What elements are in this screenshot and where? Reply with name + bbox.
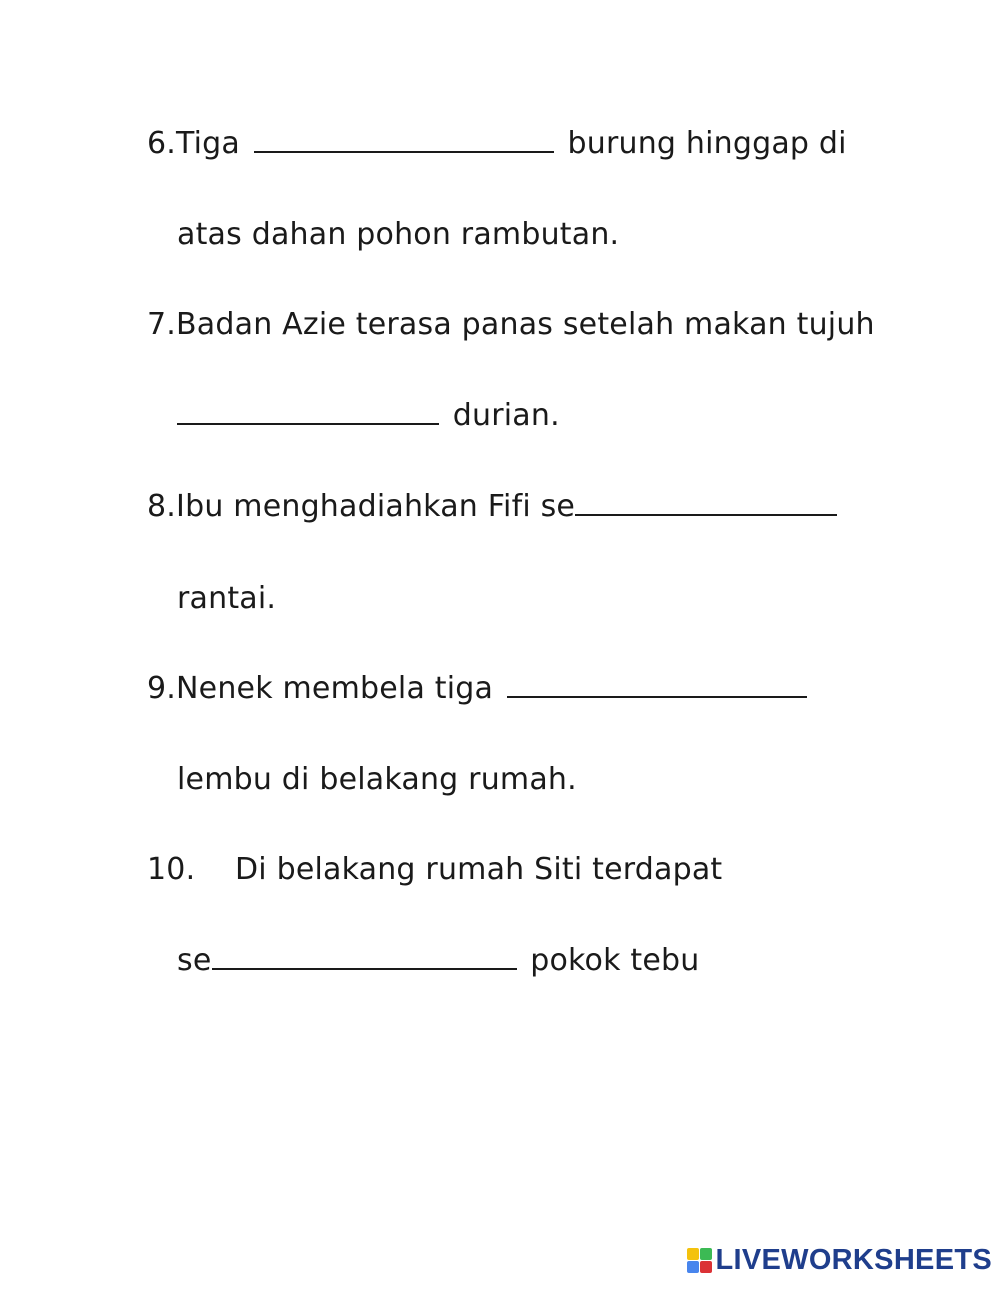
question-number: 8. xyxy=(147,489,177,524)
question-7-line-2 xyxy=(177,396,560,436)
question-9-line-1 xyxy=(147,669,811,709)
question-8-line-1 xyxy=(147,487,841,527)
answer-blank[interactable] xyxy=(254,129,554,153)
answer-blank[interactable] xyxy=(177,401,439,425)
question-6-line-2 xyxy=(177,215,619,255)
question-number: 6. xyxy=(147,126,177,161)
question-text: Tiga xyxy=(176,126,240,161)
liveworksheets-logo xyxy=(687,1244,993,1277)
question-7-line-1 xyxy=(147,305,875,345)
question-number: 10. xyxy=(147,852,196,887)
question-10-line-2 xyxy=(177,941,700,981)
question-text: rantai. xyxy=(177,581,277,616)
question-number: 7. xyxy=(147,307,177,342)
answer-blank[interactable] xyxy=(507,674,807,698)
question-text: durian. xyxy=(452,398,560,433)
question-8-line-2 xyxy=(177,579,276,619)
brand-name: LIVEWORKSHEETS xyxy=(715,1244,992,1276)
question-text: lembu di belakang rumah. xyxy=(177,762,577,797)
question-10-line-1 xyxy=(147,850,722,890)
answer-blank[interactable] xyxy=(575,492,837,516)
question-number: 9. xyxy=(147,671,177,706)
question-text: Ibu menghadiahkan Fifi se xyxy=(176,489,576,524)
logo-blocks-icon xyxy=(687,1248,712,1273)
question-text: Nenek membela tiga xyxy=(176,671,494,706)
question-text: se xyxy=(177,943,212,978)
question-text: pokok tebu xyxy=(530,943,700,978)
question-6-line-1 xyxy=(147,124,847,164)
question-text: atas dahan pohon rambutan. xyxy=(177,217,620,252)
answer-blank[interactable] xyxy=(212,946,517,970)
question-text: Badan Azie terasa panas setelah makan tujuh xyxy=(176,307,875,342)
question-text: Di belakang rumah Siti terdapat xyxy=(235,852,723,887)
question-text: burung hinggap di xyxy=(567,126,847,161)
question-9-line-2 xyxy=(177,760,577,800)
